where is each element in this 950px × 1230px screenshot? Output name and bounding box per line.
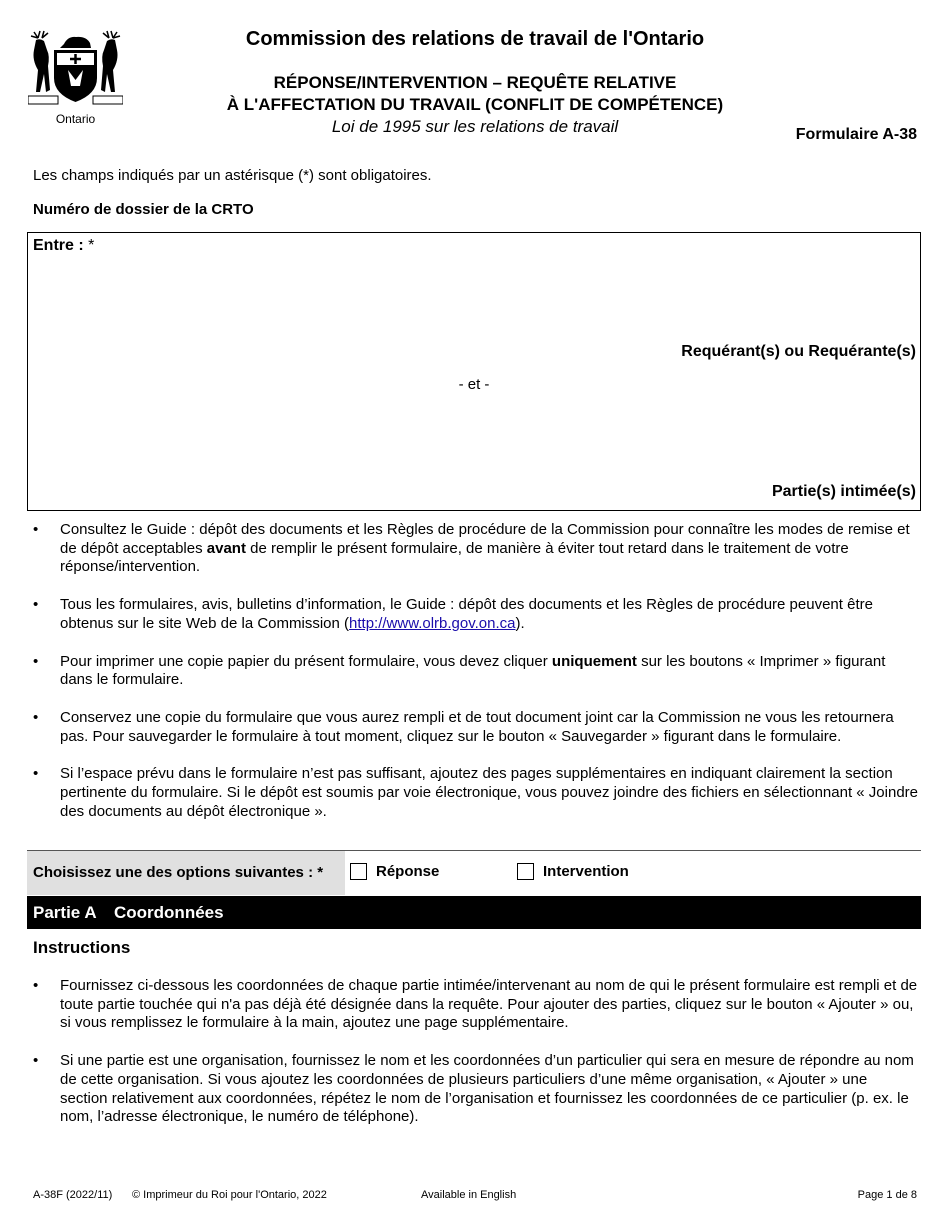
list-item: [33, 765, 918, 821]
required-fields-note: Les champs indiqués par un astérisque (*) sont obligatoires.: [33, 167, 432, 184]
option-selector: [27, 850, 921, 895]
bullet-text: ).: [515, 614, 525, 632]
respondent-label: Partie(s) intimée(s): [771, 483, 916, 500]
bullet-symbol: •: [33, 977, 39, 994]
bullet-text: Pour imprimer une copie papier du présent formulaire, vous devez cliquer: [60, 652, 552, 670]
part-a-header: [27, 896, 921, 929]
parties-box[interactable]: [27, 232, 921, 511]
organization-name: Commission des relations de travail de l'Ontario: [245, 28, 705, 50]
bullet-text: Consultez le Guide : dépôt des documents et les Règles de procédure de la Commission pour connaître les modes de remise et de dépôt acceptables: [60, 521, 910, 557]
olrb-website-link[interactable]: http://www.olrb.gov.on.ca: [349, 614, 516, 632]
bullet-text: Conservez une copie du formulaire que vous aurez rempli et de tout document joint car la Commission ne vous les retournera pas. Pour sauvegarder le formulaire à tout moment, cliquez sur le bouton « Sauvegarder » figurant dans le formulaire.: [60, 708, 894, 745]
footer-page-number: Page 1 de 8: [857, 1189, 917, 1201]
footer-available-in-english: Available in English: [421, 1189, 517, 1201]
list-item: [33, 709, 918, 746]
bullet-text: Fournissez ci-dessous les coordonnées de chaque partie intimée/intervenant au nom de qui le présent formulaire est rempli et de toute partie touchée qui n'a pas déjà été désignée dans la requête. Pour ajouter des parties, cliquez sur le bouton « Ajouter » ou, si vous remplissez le formulaire à la main, ajoutez une page supplémentaire.: [60, 977, 918, 1032]
bullet-symbol: •: [33, 652, 39, 670]
form-title-line1: RÉPONSE/INTERVENTION – REQUÊTE RELATIVE: [273, 73, 677, 92]
bullet-text: sur les boutons « Imprimer » figurant dans le formulaire.: [60, 652, 886, 689]
bullet-text: Tous les formulaires, avis, bulletins d’information, le Guide : dépôt des documents et les Règles de procédure peuvent être obtenus sur le site Web de la Commission (: [60, 596, 873, 632]
list-item: [33, 977, 918, 1033]
bullet-text: Si l’espace prévu dans le formulaire n’est pas suffisant, ajoutez des pages supplémentaires en indiquant clairement la section pertinente du formulaire. Si le dépôt est soumis par voie électronique, vous pouvez joindre des fichiers en sélectionnant « Joindre des documents au dépôt électronique ».: [60, 765, 918, 820]
form-subtitle: Loi de 1995 sur les relations de travail: [331, 117, 619, 136]
intervention-checkbox[interactable]: [517, 863, 534, 880]
bullet-bold-text: uniquement: [551, 652, 637, 670]
logo-caption: Ontario: [55, 112, 96, 126]
footer-copyright: © Imprimeur du Roi pour l'Ontario, 2022: [132, 1189, 327, 1201]
file-number-label: Numéro de dossier de la CRTO: [33, 201, 254, 218]
ontario-coat-of-arms-icon: [28, 30, 123, 110]
list-item: [33, 1052, 918, 1127]
form-title-line2: À L'AFFECTATION DU TRAVAIL (CONFLIT DE COMPÉTENCE): [226, 95, 724, 114]
intervention-option-label: Intervention: [543, 863, 629, 880]
part-a-instructions-list: [33, 977, 918, 1146]
part-a-label: Partie A: [33, 903, 97, 922]
general-instructions-list: [33, 521, 918, 840]
intervention-option[interactable]: [517, 863, 629, 880]
between-label-text: Entre :: [33, 237, 84, 254]
response-checkbox[interactable]: [350, 863, 367, 880]
response-option-label: Réponse: [376, 863, 440, 880]
bullet-symbol: •: [33, 1052, 39, 1070]
list-item: [33, 521, 918, 577]
applicant-label: Requérant(s) ou Requérante(s): [681, 343, 916, 360]
bullet-symbol: •: [33, 521, 39, 538]
between-label: [33, 237, 94, 255]
and-separator: - et -: [458, 376, 490, 393]
bullet-text: de remplir le présent formulaire, de manière à éviter tout retard dans le traitement de votre réponse/intervention.: [60, 539, 849, 576]
bullet-symbol: •: [33, 765, 39, 783]
list-item: [33, 596, 918, 633]
bullet-symbol: •: [33, 708, 39, 726]
bullet-bold-text: avant: [206, 539, 246, 557]
ontario-logo: [28, 30, 123, 128]
required-asterisk: *: [88, 237, 95, 254]
bullet-text: Si une partie est une organisation, fournissez le nom et les coordonnées d’un particulier qui sera en mesure de répondre au nom de cette organisation. Si vous ajoutez les coordonnées de plusieurs particuliers d’une même organisation, « Ajouter » une section relativement aux coordonnées, répétez le nom de l’organisation et fournissez les coordonnées de ce particulier (p. ex. le nom, l’adresse électronique, le numéro de téléphone).: [60, 1052, 914, 1126]
bullet-symbol: •: [33, 596, 39, 614]
footer-form-code: A-38F (2022/11): [33, 1189, 113, 1201]
list-item: [33, 653, 918, 690]
part-a-title: Coordonnées: [114, 903, 224, 922]
form-number: Formulaire A-38: [795, 126, 917, 143]
form-title: [140, 72, 810, 116]
option-selector-label: Choisissez une des options suivantes : *: [27, 851, 345, 895]
instructions-heading: Instructions: [33, 938, 131, 957]
response-option[interactable]: [350, 863, 439, 880]
